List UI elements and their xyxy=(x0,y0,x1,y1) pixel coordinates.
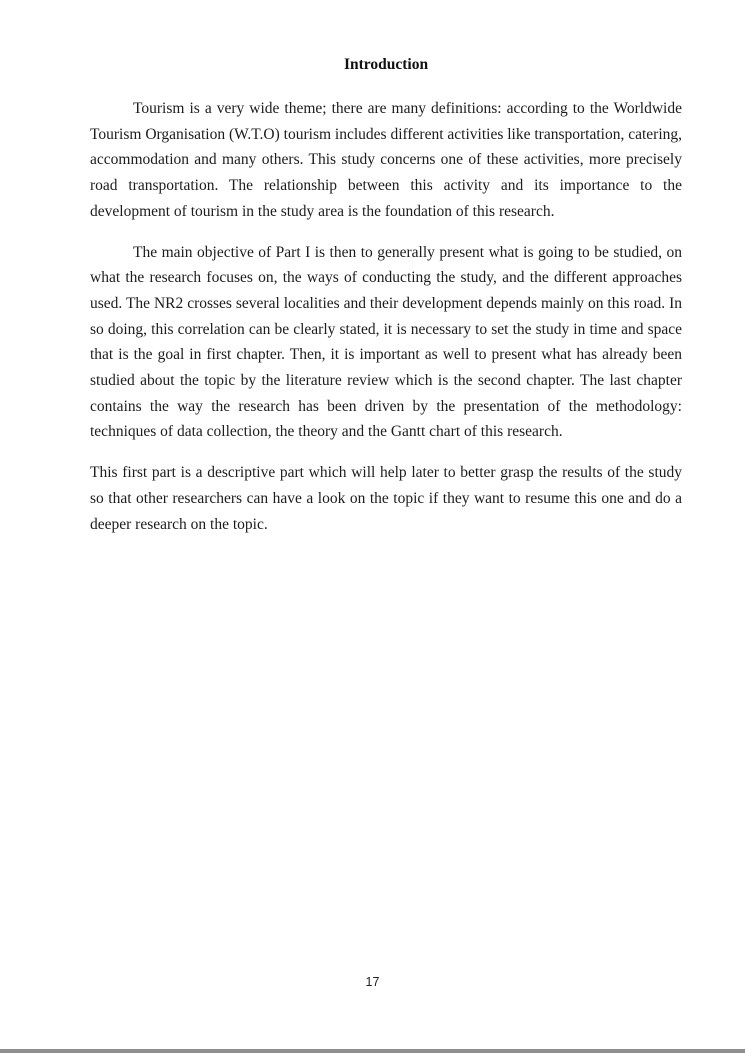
paragraph-3: This first part is a descriptive part which will help later to better grasp the results of the study so that other researchers can have a look on the topic if they want to resume this one and do a deeper research on the topic. xyxy=(90,464,682,533)
paragraph-2: The main objective of Part I is then to generally present what is going to be studied, on what the research focuses on, the ways of conducting the study, and the different approaches used. The NR2 crosses several localities and their development depends mainly on this road. In so doing, this correlation can be clearly stated, it is necessary to set the study in time and space that is the goal in first chapter. Then, it is important as well to present what has already been studied about the topic by the literature review which is the second chapter. The last chapter contains the way the research has been driven by the presentation of the methodology: techniques of data collection, the theory and the Gantt chart of this research. xyxy=(90,243,682,441)
page-number: 17 xyxy=(365,975,380,989)
page-title: Introduction xyxy=(343,56,429,73)
page-bottom-edge xyxy=(0,1049,745,1053)
paragraph-1: Tourism is a very wide theme; there are many definitions: according to the Worldwide Tourism Organisation (W.T.O) tourism includes different activities like transportation, catering, accommodation and many others. This study concerns one of these activities, more precisely road transportation. The relationship between this activity and its importance to the development of tourism in the study area is the foundation of this research. xyxy=(90,100,682,220)
page-content xyxy=(90,56,682,552)
